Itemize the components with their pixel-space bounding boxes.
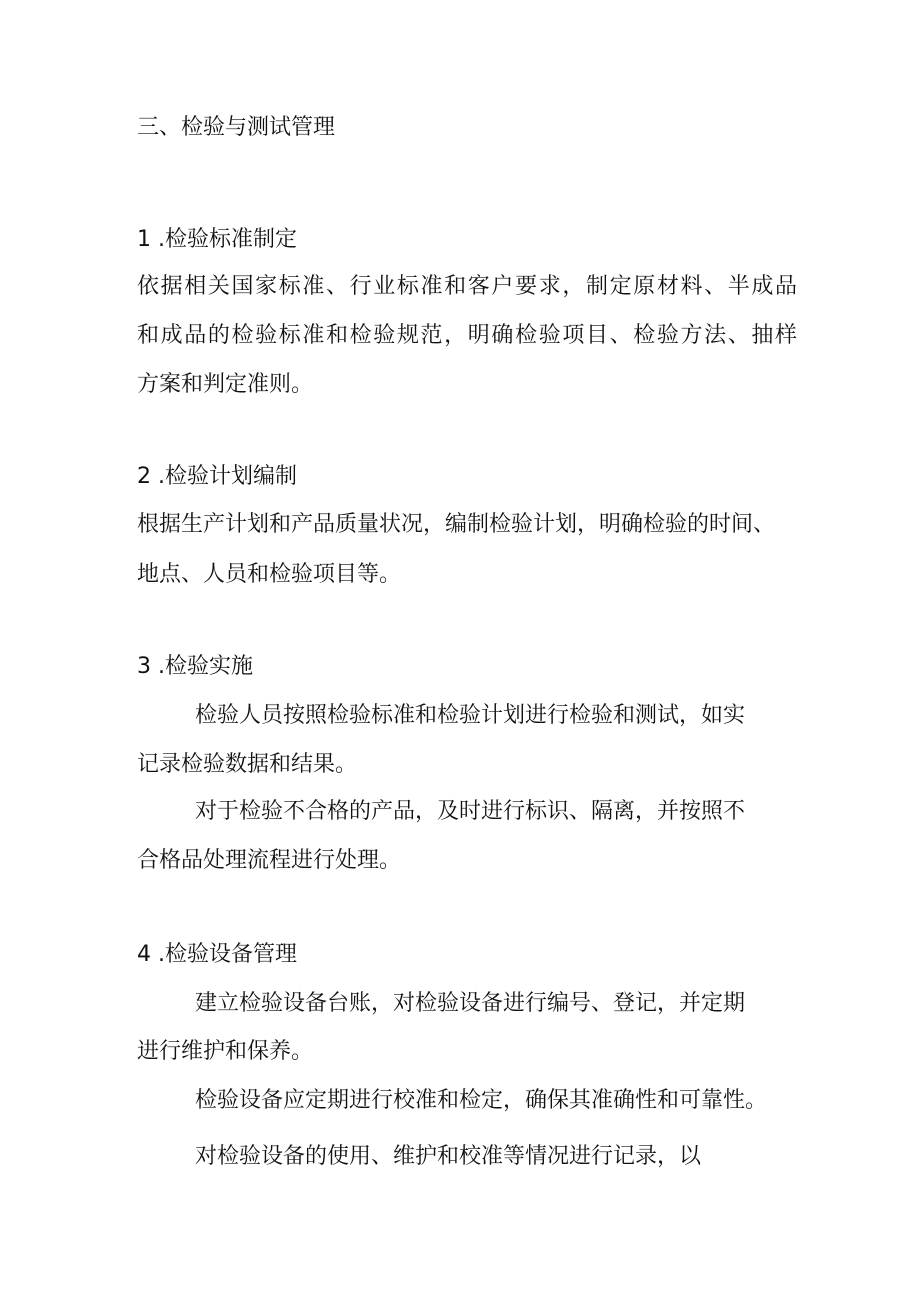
paragraph-line: 对于检验不合格的产品，及时进行标识、隔离，并按照不 bbox=[195, 799, 746, 824]
paragraph-line: 和成品的检验标准和检验规范，明确检验项目、检验方法、抽样 bbox=[137, 323, 797, 348]
heading-inspection-standards: 1 .检验标准制定 bbox=[137, 227, 297, 252]
paragraph-line: 地点、人员和检验项目等。 bbox=[137, 562, 402, 587]
paragraph-line: 依据相关国家标准、行业标准和客户要求，制定原材料、半成品 bbox=[137, 274, 797, 299]
paragraph-line: 建立检验设备台账，对检验设备进行编号、登记，并定期 bbox=[195, 991, 746, 1016]
heading-equipment-management: 4 .检验设备管理 bbox=[137, 942, 297, 967]
paragraph-line: 合格品处理流程进行处理。 bbox=[137, 848, 402, 873]
paragraph-line: 检验设备应定期进行校准和检定，确保其准确性和可靠性。 bbox=[195, 1088, 768, 1113]
paragraph-line: 进行维护和保养。 bbox=[137, 1039, 314, 1064]
heading-inspection-plan: 2 .检验计划编制 bbox=[137, 464, 297, 489]
paragraph-line: 记录检验数据和结果。 bbox=[137, 752, 358, 777]
section-title: 三、检验与测试管理 bbox=[137, 115, 336, 140]
paragraph-line: 检验人员按照检验标准和检验计划进行检验和测试，如实 bbox=[195, 703, 746, 728]
paragraph-line: 根据生产计划和产品质量状况，编制检验计划，明确检验的时间、 bbox=[137, 512, 776, 537]
paragraph-line: 方案和判定准则。 bbox=[137, 372, 314, 397]
heading-inspection-implementation: 3 .检验实施 bbox=[137, 654, 253, 679]
paragraph-line: 对检验设备的使用、维护和校准等情况进行记录，以 bbox=[195, 1144, 702, 1169]
